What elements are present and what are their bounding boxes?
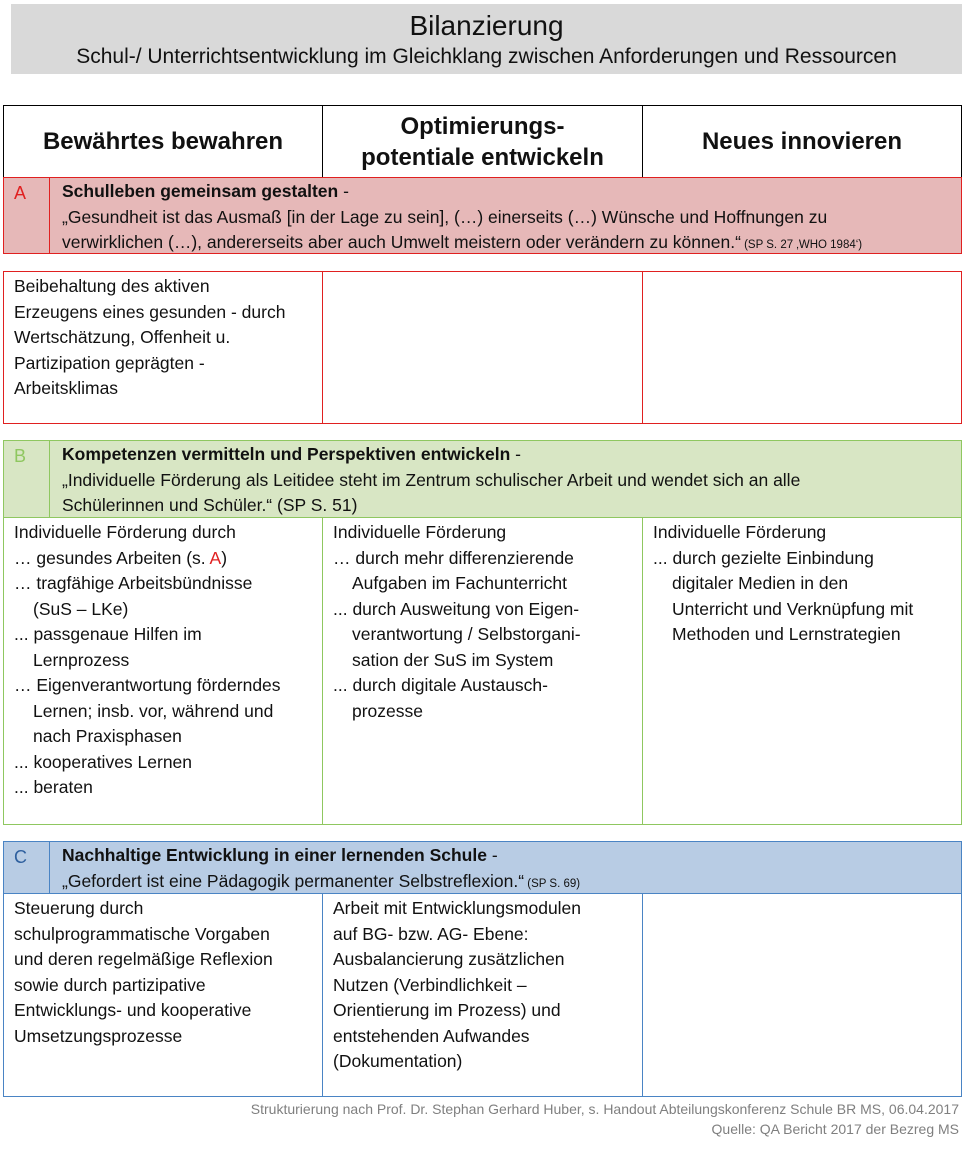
list-item: ... durch digitale Austausch- bbox=[333, 675, 548, 695]
footer-source: Quelle: QA Bericht 2017 der Bezreg MS bbox=[711, 1121, 959, 1137]
column-header-innovieren: Neues innovieren bbox=[642, 105, 962, 178]
section-b-banner bbox=[3, 440, 962, 518]
section-b-heading: Kompetenzen vermitteln und Perspektiven entwickeln bbox=[62, 444, 511, 464]
section-b-letter: B bbox=[4, 441, 50, 517]
list-item: ... durch gezielte Einbindung bbox=[653, 547, 874, 568]
list-item: verantwortung / Selbstorgani- bbox=[352, 624, 581, 644]
list-item: Lernprozess bbox=[33, 649, 130, 670]
section-a-banner bbox=[3, 177, 962, 254]
list-item: ... durch Ausweitung von Eigen- bbox=[333, 598, 580, 619]
list-item: (SuS – LKe) bbox=[33, 598, 129, 619]
section-b-text: Kompetenzen vermitteln und Perspektiven entwickeln - „Individuelle Förderung als Leitidee steht im Zentrum schulischer Arbeit und wendet sich an alle Schülerinnen und Schüler.“ (SP S. 51) bbox=[62, 441, 957, 519]
section-c-col1: Steuerung durch schulprogrammatische Vorgaben und deren regelmäßige Reflexion sowie durch partizipative Entwicklungs- und kooperative Umsetzungsprozesse bbox=[3, 893, 323, 1097]
column-header-optimieren-line1: Optimierungs- bbox=[400, 112, 565, 140]
list-item: … tragfähige Arbeitsbündnisse bbox=[14, 573, 253, 593]
section-a-heading: Schulleben gemeinsam gestalten bbox=[62, 181, 339, 201]
footer-credit: Strukturierung nach Prof. Dr. Stephan Gerhard Huber, s. Handout Abteilungskonferenz Schule BR MS, 06.04.2017 bbox=[250, 1101, 959, 1117]
column-header-optimieren-line2: potentiale entwickeln bbox=[361, 143, 604, 171]
section-b-col3-list bbox=[653, 520, 961, 648]
section-c-col2: Arbeit mit Entwicklungsmodulen auf BG- bzw. AG- Ebene: Ausbalancierung zusätzlichen Nutzen (Verbindlichkeit – Orientierung im Prozess) und entstehenden Aufwandes (Dokumentation) bbox=[322, 893, 643, 1097]
list-item: ... passgenaue Hilfen im bbox=[14, 624, 202, 644]
column-header-bewahren: Bewährtes bewahren bbox=[3, 105, 323, 178]
section-c-banner bbox=[3, 841, 962, 894]
section-b-quote-line2: Schülerinnen und Schüler.“ (SP S. 51) bbox=[62, 495, 358, 515]
section-a-quote-line1: „Gesundheit ist das Ausmaß [in der Lage zu sein], (…) einerseits (…) Wünsche und Hoffnungen zu bbox=[62, 206, 828, 227]
section-b-col1-list bbox=[14, 571, 322, 801]
section-c-text: Nachhaltige Entwicklung in einer lernenden Schule - „Gefordert ist eine Pädagogik permanenter Selbstreflexion.“ (SP S. 69) bbox=[62, 845, 581, 891]
section-b-col2 bbox=[322, 517, 643, 825]
section-b-col2-list bbox=[333, 520, 642, 724]
list-item: … Eigenverantwortung förderndes bbox=[14, 675, 281, 695]
list-item: prozesse bbox=[352, 700, 424, 721]
section-a-reference: A bbox=[209, 547, 222, 568]
list-item: sation der SuS im System bbox=[352, 649, 554, 670]
list-item: Individuelle Förderung bbox=[653, 522, 827, 542]
section-c-letter: C bbox=[4, 842, 50, 893]
section-b-col3 bbox=[642, 517, 962, 825]
list-item: digitaler Medien in den bbox=[672, 573, 849, 593]
page-subtitle: Schul-/ Unterrichtsentwicklung im Gleichklang zwischen Anforderungen und Ressourcen bbox=[76, 45, 897, 68]
section-a-col1: Beibehaltung des aktiven Erzeugens eines gesunden - durch Wertschätzung, Offenheit u. Partizipation geprägten - Arbeitsklimas bbox=[3, 271, 323, 424]
list-item: Methoden und Lernstrategien bbox=[672, 624, 901, 644]
list-item: nach Praxisphasen bbox=[33, 726, 182, 746]
section-a-source: (SP S. 27 ‚WHO 1984‘) bbox=[740, 239, 863, 251]
column-header-optimieren bbox=[322, 105, 643, 178]
list-item: ... beraten bbox=[14, 777, 93, 797]
section-a-letter: A bbox=[4, 178, 50, 253]
section-c-quote: „Gefordert ist eine Pädagogik permanenter Selbstreflexion.“ bbox=[62, 870, 525, 891]
list-item: Lernen; insb. vor, während und bbox=[33, 700, 274, 721]
list-item: Unterricht und Verknüpfung mit bbox=[672, 598, 914, 619]
section-c-source: (SP S. 69) bbox=[524, 877, 581, 890]
list-item: … durch mehr differenzierende bbox=[333, 547, 574, 568]
section-b-quote-line1: „Individuelle Förderung als Leitidee steht im Zentrum schulischer Arbeit und wendet sich an alle bbox=[62, 469, 801, 490]
page-title: Bilanzierung bbox=[409, 10, 564, 41]
list-item: Individuelle Förderung bbox=[333, 522, 507, 542]
section-a-col2 bbox=[322, 271, 643, 424]
list-item: ... kooperatives Lernen bbox=[14, 751, 193, 772]
section-c-heading: Nachhaltige Entwicklung in einer lernenden Schule bbox=[62, 845, 487, 865]
list-item: Aufgaben im Fachunterricht bbox=[352, 573, 567, 593]
title-banner bbox=[11, 4, 962, 74]
section-a-col3 bbox=[642, 271, 962, 424]
section-a-text: Schulleben gemeinsam gestalten - „Gesundheit ist das Ausmaß [in der Lage zu sein], (…) einerseits (…) Wünsche und Hoffnungen zu verwirklichen (…), andererseits aber auch Umwelt meistern oder verändern zu können.“ (SP S. 27 ‚WHO 1984‘) bbox=[62, 178, 957, 259]
section-b-col1: Individuelle Förderung durch … gesundes Arbeiten (s. A) … tragfähige Arbeitsbündnisse (SuS – LKe) ... passgenaue Hilfen im Lernprozess … Eigenverantwortung förderndes Lernen; insb. vor, während und nach Praxisphasen ... kooperatives Lernen ... beraten bbox=[3, 517, 323, 825]
section-a-quote-line2: verwirklichen (…), andererseits aber auch Umwelt meistern oder verändern zu können.“ bbox=[62, 232, 741, 252]
section-c-col3 bbox=[642, 893, 962, 1097]
